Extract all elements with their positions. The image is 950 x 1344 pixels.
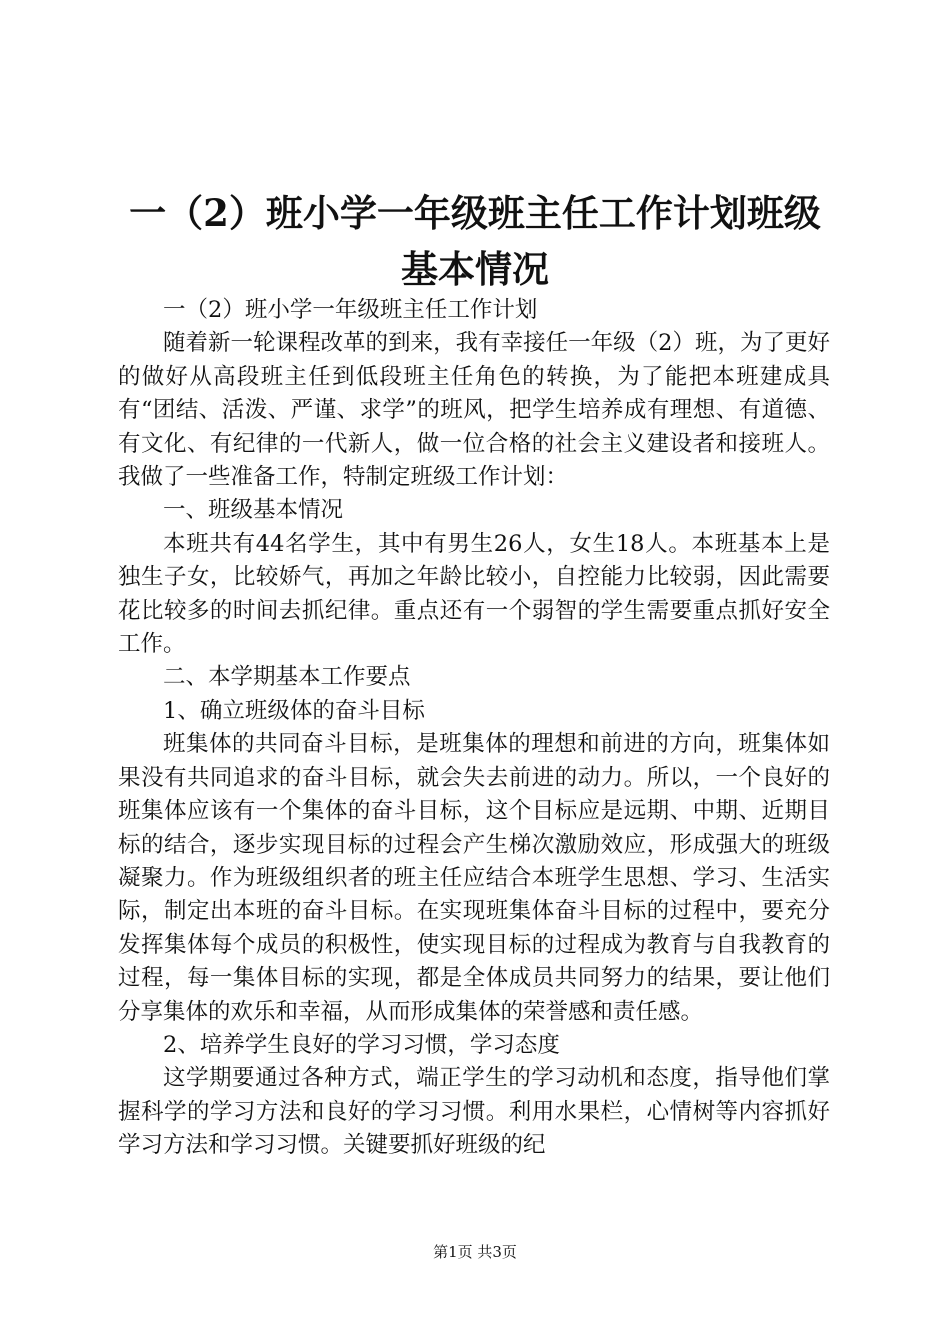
paragraph-intro: 随着新一轮课程改革的到来，我有幸接任一年级（2）班，为了更好的做好从高段班主任到低段班主任角色的转换，为了能把本班建成具有“团结、活泼、严谨、求学”的班风，把学生培养成有理想、有道德、有文化、有纪律的一代新人，做一位合格的社会主义建设者和接班人。我做了一些准备工作，特制定班级工作计划： — [118, 330, 830, 491]
document-title: 一（2）班小学一年级班主任工作计划班级基本情况 — [129, 191, 821, 291]
page-footer: 第1页 共3页 — [433, 1243, 517, 1261]
paragraph-habits: 这学期要通过各种方式，端正学生的学习动机和态度，指导他们掌握科学的学习方法和良好的学习习惯。利用水果栏，心情树等内容抓好学习方法和学习习惯。关键要抓好班级的纪 — [118, 1065, 830, 1159]
paragraph-goal: 班集体的共同奋斗目标，是班集体的理想和前进的方向，班集体如果没有共同追求的奋斗目标，就会失去前进的动力。所以，一个良好的班集体应该有一个集体的奋斗目标，这个目标应是远期、中期、近期目标的结合，逐步实现目标的过程会产生梯次激励效应，形成强大的班级凝聚力。作为班级组织者的班主任应结合本班学生思想、学习、生活实际，制定出本班的奋斗目标。在实现班集体奋斗目标的过程中，要充分发挥集体每个成员的积极性，使实现目标的过程成为教育与自我教育的过程，每一集体目标的实现，都是全体成员共同努力的结果，要让他们分享集体的欢乐和幸福，从而形成集体的荣誉感和责任感。 — [118, 731, 830, 1025]
document-body — [118, 294, 830, 1163]
subheading-habits: 2、培养学生良好的学习习惯，学习态度 — [163, 1031, 560, 1058]
paragraph-class-info: 本班共有44名学生，其中有男生26人，女生18人。本班基本上是独生子女，比较娇气，再加之年龄比较小，自控能力比较弱，因此需要花比较多的时间去抓纪律。重点还有一个弱智的学生需要重点抓好安全工作。 — [118, 530, 830, 658]
subheading-goal: 1、确立班级体的奋斗目标 — [163, 697, 425, 724]
paragraph-plan-heading: 一（2）班小学一年级班主任工作计划 — [163, 297, 538, 323]
section-heading-work-points: 二、本学期基本工作要点 — [163, 664, 411, 691]
section-heading-class-info: 一、班级基本情况 — [163, 497, 344, 524]
